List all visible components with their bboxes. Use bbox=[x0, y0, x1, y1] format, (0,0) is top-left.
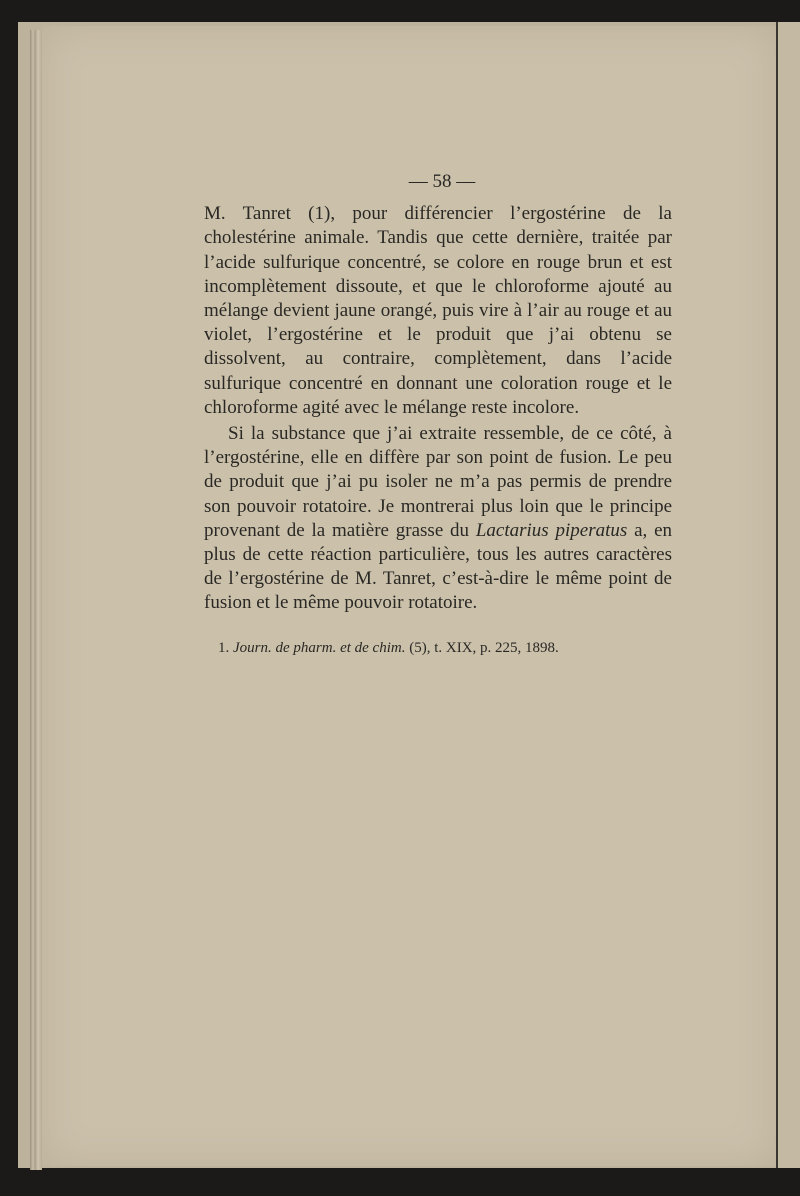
footnote-marker: 1. bbox=[218, 639, 230, 656]
page-edge bbox=[30, 30, 42, 1170]
paragraph-2-text-a: Si la substance que j’ai extraite ressemble, de ce côté, à l’ergostérine, elle en diffère par son point de fusion. Le peu de produit que j’ai pu isoler ne m’a pas permis de prendre son pouvoir rotatoire. Je montrerai plus loin que le principe provenant de la matière grasse du bbox=[204, 423, 672, 541]
species-name: Lactarius piperatus bbox=[475, 519, 628, 541]
paragraph-2-text-b: a, en plus de cette réaction particulière, tous les autres caractères de l’ergostérine de M. Tanret, c’est-à-dire le même point de fusion et le même pouvoir rotatoire. bbox=[204, 519, 673, 614]
paragraph-2 bbox=[204, 422, 672, 616]
footnote-journal: Journ. de pharm. et de chim. bbox=[233, 639, 406, 656]
page-number: — 58 — bbox=[408, 171, 476, 192]
paragraph-1: M. Tanret (1), pour différencier l’ergostérine de la cholestérine animale. Tandis que cette dernière, traitée par l’acide sulfurique concentré, se colore en rouge brun et est incomplètement dissoute, et que le chloroforme ajouté au mélange devient jaune orangé, puis vire à l’air au rouge et au violet, l’ergostérine et le produit que j’ai obtenu se dissolvent, au contraire, complètement, dans l’acide sulfurique concentré en donnant une coloration rouge et le chloroforme agité avec le mélange reste incolore. bbox=[204, 203, 672, 418]
page-content bbox=[204, 170, 672, 658]
footnote-citation: (5), t. XIX, p. 225, 1898. bbox=[405, 639, 559, 656]
footnote bbox=[204, 638, 672, 658]
adjacent-page-edge bbox=[776, 22, 800, 1168]
